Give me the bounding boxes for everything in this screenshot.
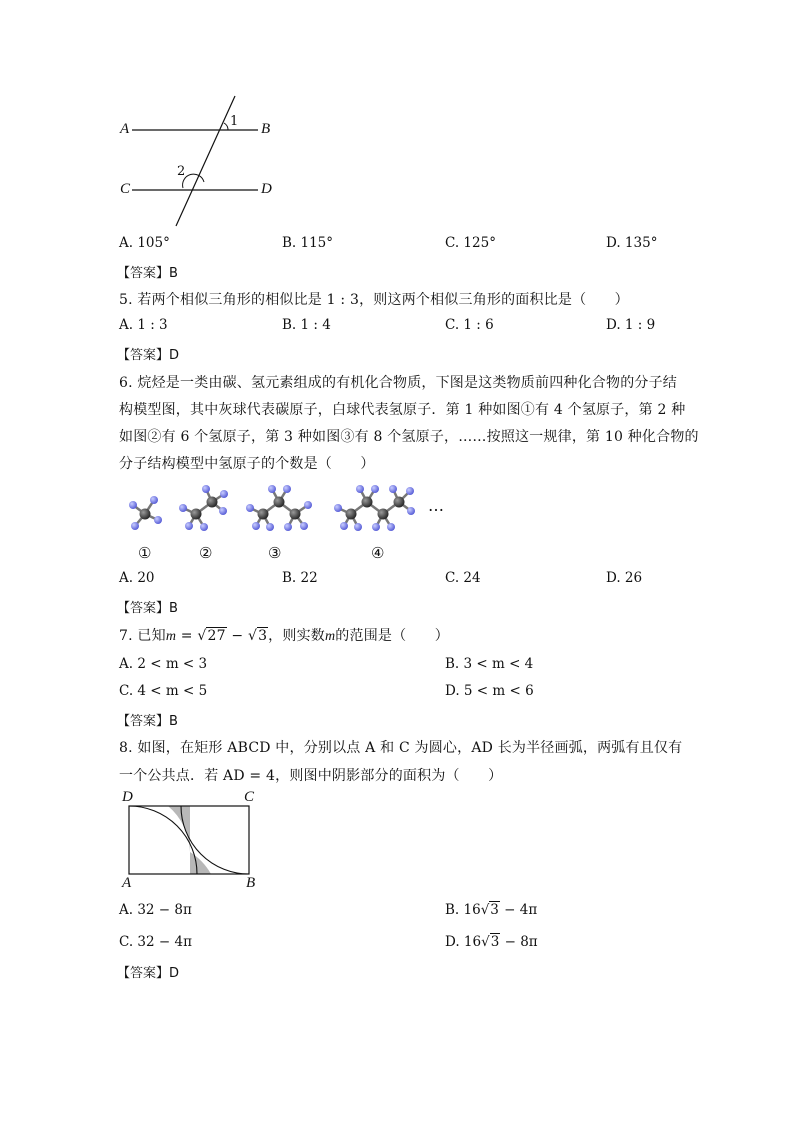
rect-label-d: D xyxy=(122,789,133,805)
q5-answer: 【答案】D xyxy=(117,348,180,363)
q6-stem-line-4: 分子结构模型中氢原子的个数是（ ） xyxy=(119,456,375,472)
q7-option-b: B. 3 < m < 4 xyxy=(445,656,534,672)
q8-stem-line-2: 一个公共点．若 AD = 4，则图中阴影部分的面积为（ ） xyxy=(119,768,503,784)
q8-option-d: D. 16√3 − 8π xyxy=(445,934,538,950)
molecule-label-2: ② xyxy=(199,544,213,562)
q5-option-d: D. 1 : 9 xyxy=(606,317,656,333)
q4-answer: 【答案】B xyxy=(117,266,178,281)
q5-stem: 5. 若两个相似三角形的相似比是 1 : 3，则这两个相似三角形的面积比是（ ） xyxy=(119,292,629,308)
q7-option-c: C. 4 < m < 5 xyxy=(119,683,208,699)
q5-option-b: B. 1 : 4 xyxy=(282,317,331,333)
q6-stem-line-2: 构模型图，其中灰球代表碳原子，白球代表氢原子．第 1 种如图①有 4 个氢原子，第 2 种 xyxy=(119,402,686,418)
q6-stem-line-1: 6. 烷烃是一类由碳、氢元素组成的有机化合物质，下图是这类物质前四种化合物的分子结 xyxy=(119,375,678,391)
label-a: A xyxy=(120,121,130,137)
label-b: B xyxy=(261,121,271,137)
label-d: D xyxy=(261,181,272,197)
molecule-label-3: ③ xyxy=(268,544,282,562)
q7-option-d: D. 5 < m < 6 xyxy=(445,683,534,699)
q7-option-a: A. 2 < m < 3 xyxy=(119,656,208,672)
q6-option-d: D. 26 xyxy=(606,570,643,586)
molecule-ellipsis: … xyxy=(428,496,444,515)
q5-option-a: A. 1 : 3 xyxy=(119,317,168,333)
label-c: C xyxy=(120,181,131,197)
rect-label-b: B xyxy=(246,875,256,891)
q4-option-a: A. 105° xyxy=(119,235,170,251)
q4-option-b: B. 115° xyxy=(282,235,334,251)
q8-option-c: C. 32 − 4π xyxy=(119,934,192,950)
q8-answer: 【答案】D xyxy=(117,966,180,981)
shaded-region-top xyxy=(168,806,190,852)
q7-stem: 7. 已知m = √27 − √3，则实数m的范围是（ ） xyxy=(119,628,449,644)
q6-stem-line-3: 如图②有 6 个氢原子，第 3 种如图③有 8 个氢原子，……按照这一规律，第 10 种化合物的 xyxy=(119,429,699,445)
q5-option-c: C. 1 : 6 xyxy=(445,317,494,333)
shaded-region-bottom xyxy=(190,852,211,874)
q6-option-b: B. 22 xyxy=(282,570,318,586)
molecule-label-1: ① xyxy=(138,544,152,562)
rect-label-a: A xyxy=(122,875,132,891)
molecule-label-4: ④ xyxy=(371,544,385,562)
angle-2-label: 2 xyxy=(177,164,186,179)
q7-answer: 【答案】B xyxy=(117,714,178,729)
q4-option-d: D. 135° xyxy=(606,235,658,251)
q6-answer: 【答案】B xyxy=(117,601,178,616)
q6-option-a: A. 20 xyxy=(119,570,155,586)
angle-1-label: 1 xyxy=(230,114,239,129)
q8-stem-line-1: 8. 如图，在矩形 ABCD 中，分别以点 A 和 C 为圆心，AD 长为半径画弧，两弧有且仅有 xyxy=(119,740,683,756)
q4-option-c: C. 125° xyxy=(445,235,496,251)
q8-option-b: B. 16√3 − 4π xyxy=(445,902,538,918)
q6-option-c: C. 24 xyxy=(445,570,481,586)
q8-option-a: A. 32 − 8π xyxy=(119,902,192,918)
rect-label-c: C xyxy=(244,789,255,805)
